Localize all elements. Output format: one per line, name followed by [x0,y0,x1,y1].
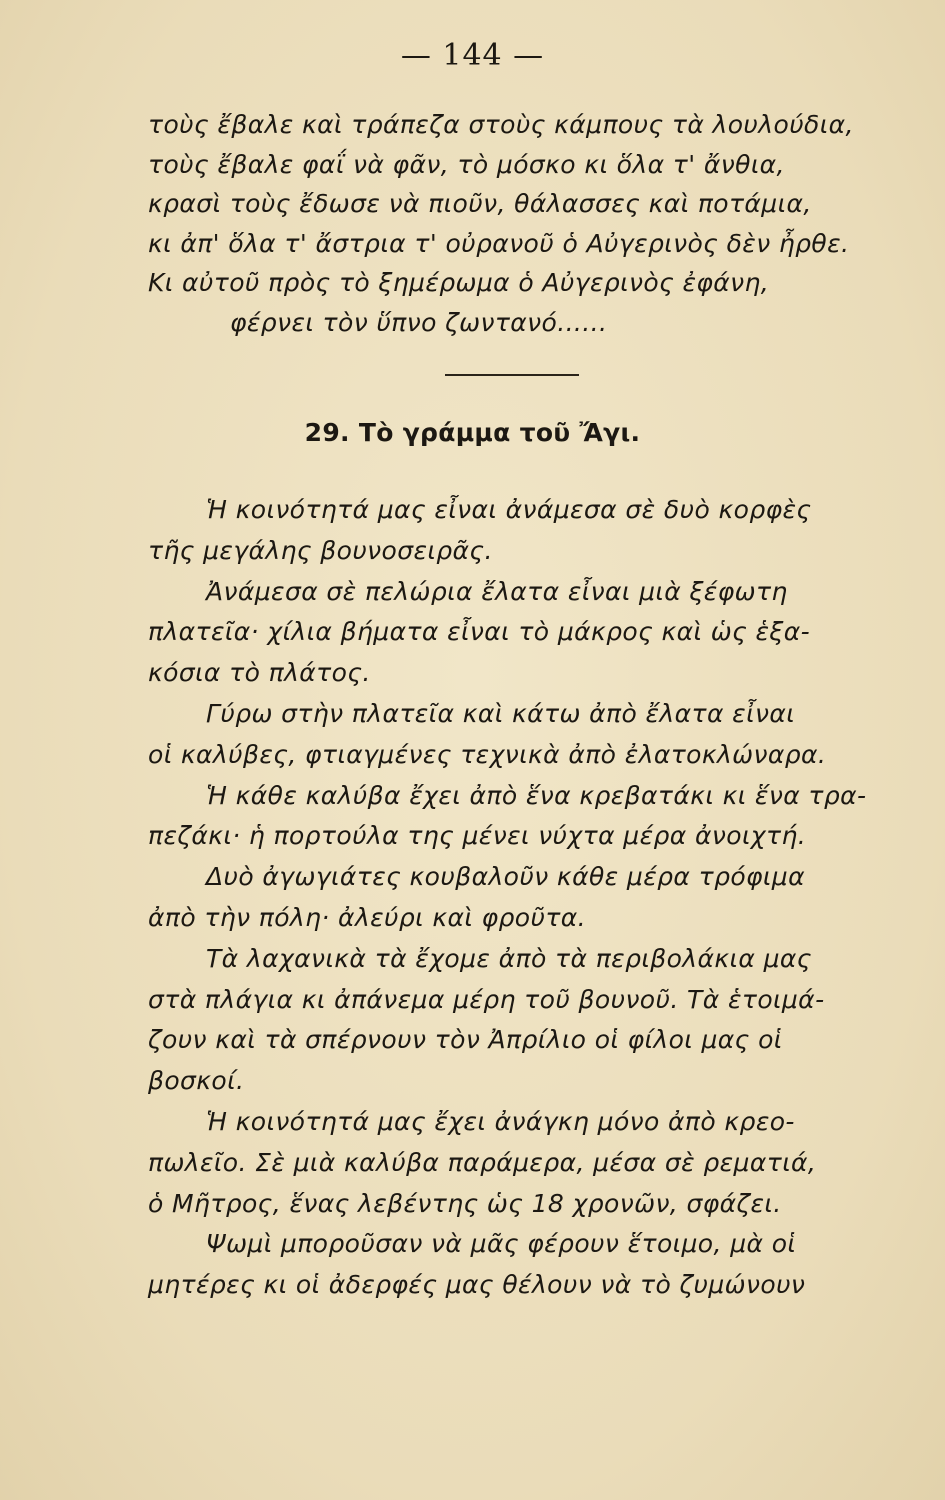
body-line: στὰ πλάγια κι ἀπάνεμα μέρη τοῦ βουνοῦ. Τὰ ἑτοιμά- [148,984,825,1014]
body-line: ἀπὸ τὴν πόλη· ἀλεύρι καὶ φροῦτα. [148,902,587,932]
poem-line: τοὺς ἔβαλε φαΐ νὰ φᾶν, τὸ μόσκο κι ὅλα τ' ἄνθια, [148,149,785,179]
body-line: Ἡ κάθε καλύβα ἔχει ἀπὸ ἕνα κρεβατάκι κι ἕνα τρα- [206,780,867,810]
page-number: — 144 — [400,38,545,73]
body-text [148,490,893,1306]
section-divider [445,374,579,376]
body-line: πεζάκι· ἡ πορτούλα της μένει νύχτα μέρα ἀνοιχτή. [148,821,807,851]
body-line: πωλεῖο. Σὲ μιὰ καλύβα παράμερα, μέσα σὲ ρεματιά, [148,1147,817,1177]
body-line: πλατεῖα· χίλια βήματα εἶναι τὸ μάκρος καὶ ὡς ἑξα- [148,617,811,647]
body-line: Ψωμὶ μποροῦσαν νὰ μᾶς φέρουν ἕτοιμο, μὰ οἱ [206,1229,797,1259]
poem-line: Κι αὐτοῦ πρὸς τὸ ξημέρωμα ὁ Αὐγερινὸς ἐφάνη, [148,268,770,297]
poem-line: τοὺς ἔβαλε καὶ τράπεζα στοὺς κάμπους τὰ λουλούδια, [148,110,854,139]
poem-line: κρασὶ τοὺς ἔδωσε νὰ πιοῦν, θάλασσες καὶ ποτάμια, [148,189,812,218]
body-line: ζουν καὶ τὰ σπέρνουν τὸν Ἀπρίλιο οἱ φίλοι μας οἱ [148,1025,783,1055]
poem-block [148,105,908,342]
body-line: Ἡ κοινότητά μας ἔχει ἀνάγκη μόνο ἀπὸ κρεο- [206,1106,795,1136]
body-line: Γύρω στὴν πλατεῖα καὶ κάτω ἀπὸ ἔλατα εἶναι [206,698,796,728]
body-line: κόσια τὸ πλάτος. [148,658,371,688]
body-line: Ἡ κοινότητά μας εἶναι ἀνάμεσα σὲ δυὸ κορφὲς [206,495,812,524]
body-line: ὁ Μῆτρος, ἕνας λεβέντης ὡς 18 χρονῶν, σφάζει. [148,1188,782,1218]
body-line: Δυὸ ἀγωγιάτες κουβαλοῦν κάθε μέρα τρόφιμα [206,862,805,892]
body-line: οἱ καλύβες, φτιαγμένες τεχνικὰ ἀπὸ ἐλατοκλώναρα. [148,739,827,769]
body-line: Ἀνάμεσα σὲ πελώρια ἔλατα εἶναι μιὰ ξέφωτη [206,576,788,606]
section-title: 29. Τὸ γράμμα τοῦ Ἄγι. [304,418,641,447]
body-line: βοσκοί. [148,1066,245,1096]
poem-line: κι ἀπ' ὅλα τ' ἄστρια τ' οὐρανοῦ ὁ Αὐγερινὸς δὲν ἦρθε. [148,228,850,258]
body-line: μητέρες κι οἱ ἀδερφές μας θέλουν νὰ τὸ ζυμώνουν [148,1270,806,1300]
poem-line: φέρνει τὸν ὕπνο ζωντανό...... [230,307,608,337]
body-line: Τὰ λαχανικὰ τὰ ἔχομε ἀπὸ τὰ περιβολάκια μας [206,943,812,973]
body-line: τῆς μεγάλης βουνοσειρᾶς. [148,535,493,565]
